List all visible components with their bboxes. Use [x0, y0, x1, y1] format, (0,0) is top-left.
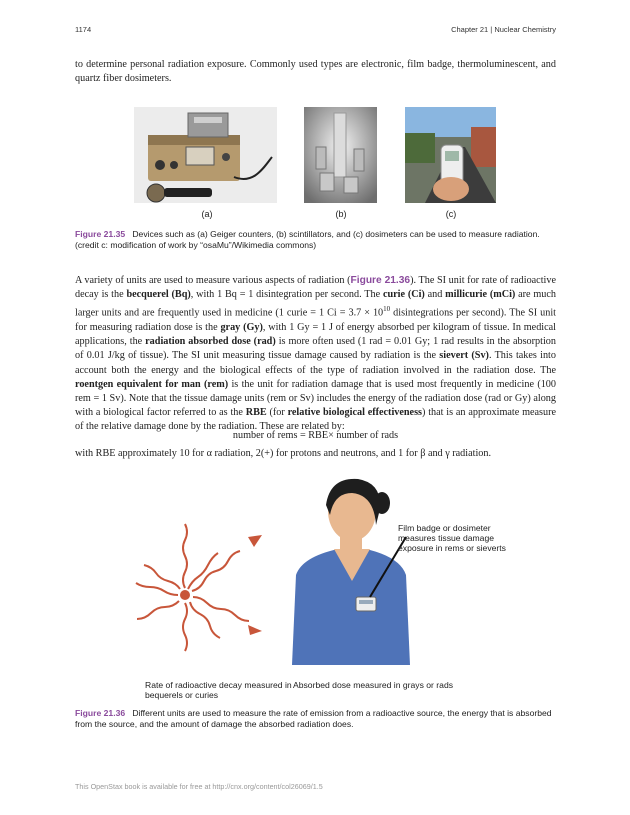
text-run: are much larger units and are frequently used in medicine (1 curie = 1 Ci = 3.7 × 10 [75, 289, 557, 319]
equation-right: number of rads [336, 430, 399, 441]
dosimeter-photo [405, 107, 496, 203]
figure-36-caption [75, 708, 555, 730]
radioactive-source-icon [136, 524, 262, 651]
figure-36-caption-text: Different units are used to measure the rate of emission from a radioactive source, the energy that is absorbed from the source, and the amount of damage the absorbed radiation does. [75, 708, 552, 729]
nurse-figure [292, 479, 410, 665]
term-becquerel: becquerel (Bq) [126, 289, 191, 301]
equation-equals: = [299, 430, 306, 441]
figure-35-caption-text: Devices such as (a) Geiger counters, (b) scintillators, and (c) dosimeters can be used to measure radiation. (credit c: modification of work by “osaMu”/Wikimedia commons) [75, 229, 540, 250]
figure-35-caption [75, 229, 555, 251]
badge-label: Film badge or dosimeter measures tissue damage exposure in rems or sieverts [398, 523, 506, 553]
decay-label: Rate of radioactive decay measured in bequerels or curies [145, 680, 292, 700]
text-run: and [424, 289, 446, 301]
chapter-header: Chapter 21 | Nuclear Chemistry [451, 25, 556, 34]
text-run: ). The SI unit for rate of radioactive decay is the [75, 275, 556, 301]
text-run: is more often used (1 rad = 0.01 Gy; 1 rad results in the absorption of 0.01 J/kg of tissue). The SI unit measuring tissue damage caused by radiation is the [75, 336, 556, 362]
term-rbe: RBE [245, 407, 267, 419]
text-run: (for [266, 407, 288, 419]
equation-times: × [328, 430, 334, 441]
text-run: , with 1 Bq = 1 disintegration per second. The [190, 289, 383, 301]
text-run: , with 1 Gy = 1 J of energy absorbed per kilogram of tissue. In medical applications, the [75, 322, 556, 348]
term-millicurie: millicurie (mCi) [445, 289, 516, 301]
term-rem: roentgen equivalent for man (rem) [75, 378, 229, 390]
equation-left: number of rems [232, 430, 298, 441]
term-rad: radiation absorbed dose (rad) [145, 336, 276, 348]
exponent: 10 [383, 305, 391, 314]
figure-35-label: Figure 21.35 [75, 229, 126, 239]
text-run: A variety of units are used to measure various aspects of radiation ( [75, 275, 351, 286]
figure-sub-c: (c) [445, 209, 457, 219]
text-run: . This takes into account both the energy and the biological effects of the type of radiation involved in the radiation dose. The [75, 350, 556, 376]
rbe-values-text: with RBE approximately 10 for α radiation, 2(+) for protons and neutrons, and 1 for β and γ radiation. [75, 448, 492, 459]
term-curie: curie (Ci) [382, 289, 425, 301]
text-run: is the unit for radiation damage that is used most frequently in medicine (100 rem = 1 Sv). Note that the tissue damage units (rem or Sv) includes the energy of the radiation dose (rad or Gy) along with a biological factor referred to as the [75, 378, 556, 419]
figure-sub-a: (a) [201, 209, 213, 219]
dose-label: Absorbed dose measured in grays or rads [293, 680, 454, 690]
figure-sub-b: (b) [335, 209, 347, 219]
figure-36-link[interactable]: Figure 21.36 [350, 275, 411, 286]
geiger-counter-photo [134, 107, 277, 203]
equation-rbe: RBE [308, 430, 329, 441]
scintillator-photo [304, 107, 377, 203]
units-paragraph [75, 274, 556, 435]
page-number: 1174 [75, 25, 92, 34]
term-sievert: sievert (Sv) [439, 350, 489, 362]
term-gray: gray (Gy) [220, 322, 263, 333]
rem-equation [75, 429, 556, 443]
text-run: ) that is an approximate measure of the relative damage done by the radiation. These are related by: [75, 407, 557, 433]
figure-36-label: Figure 21.36 [75, 708, 126, 718]
radiation-units-illustration [130, 475, 430, 675]
intro-paragraph: to determine personal radiation exposure. Commonly used types are electronic, film badge, thermoluminescent, and quartz fiber dosimeters. [75, 59, 556, 85]
text-run: disintegrations per second). The SI unit for measuring radiation dose is the [75, 307, 556, 333]
term-rbe-full: relative biological effectiveness [287, 407, 423, 419]
footer-text: This OpenStax book is available for free at http://cnx.org/content/col26069/1.5 [75, 782, 323, 791]
